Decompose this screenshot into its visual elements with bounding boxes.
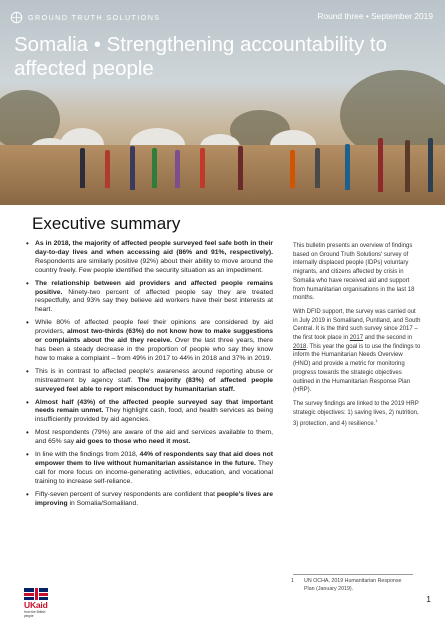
bullet-text: Respondents are similarly positive (92%) about their ability to move around the country freely. Few people identified the security situation as an impediment. bbox=[35, 257, 273, 274]
bullet-highlight: Almost half (43%) of the affected people surveyed say that important needs remain unmet. bbox=[35, 398, 273, 415]
bullet-text: While 80% of affected people feel their opinions are considered by aid providers, bbox=[35, 319, 273, 336]
bullet-text: in Somalia/Somaliland. bbox=[67, 499, 139, 507]
page-title: Somalia • Strengthening accountability to affected people bbox=[14, 33, 387, 80]
sidebar-text: and the second in bbox=[363, 335, 413, 342]
bullet-highlight: The majority (83%) of affected people surveyed feel able to report misconduct by humanitarian staff. bbox=[35, 376, 274, 393]
footnote-ref: 1 bbox=[375, 418, 378, 424]
summary-bullet bbox=[35, 491, 273, 509]
link-2018[interactable]: 2018 bbox=[293, 343, 307, 350]
ukaid-logo bbox=[24, 588, 48, 618]
bullet-highlight: people's lives are improving bbox=[35, 490, 273, 507]
edition-date: Round three • September 2019 bbox=[317, 11, 433, 21]
summary-bullet bbox=[35, 451, 273, 487]
cover-photo bbox=[0, 0, 445, 205]
sidebar-text: With DFID support, the survey was carried out in July 2019 in Somaliland, Puntland, and South Central. It is the third such survey since 2017 – the first took place in bbox=[293, 308, 421, 342]
ukaid-label: UKaid bbox=[24, 600, 48, 610]
bullet-highlight: aid goes to those who need it most. bbox=[75, 438, 191, 446]
bullet-highlight: 44% of respondents say that aid does not empower them to live without humanitarian assistance in the future. bbox=[35, 451, 273, 467]
bullet-highlight: almost two-thirds (63%) do not know how to make suggestions or complaints about the aid they receive. bbox=[35, 328, 273, 345]
footnote bbox=[293, 574, 413, 593]
summary-list bbox=[25, 240, 273, 508]
summary-bullet bbox=[35, 319, 273, 364]
summary-column bbox=[25, 240, 273, 512]
bullet-text: Most respondents (79%) are aware of the aid and services available to them, and 65% say bbox=[35, 429, 273, 446]
sidebar-text: The survey findings are linked to the 2019 HRP strategic objectives: 1) saving lives, 2) nutrition, 3) protection, and 4) resilience. bbox=[293, 400, 419, 428]
summary-bullet bbox=[35, 280, 273, 316]
bullet-text: Ninety-two percent of affected people say they are treated respectfully, and 93% say they believe aid workers have their best interests at heart. bbox=[35, 288, 273, 314]
bullet-highlight: The relationship between aid providers and affected people remains positive. bbox=[35, 279, 273, 296]
footnote-number: 1 bbox=[291, 578, 294, 584]
sidebar-text: . This year the goal is to use the findings to inform the Humanitarian Needs Overview (HNO) and provide a metric for monitoring progress towards the strategic objectives outlined in the Humanitarian Response Plan (HRP). bbox=[293, 343, 421, 394]
sidebar-paragraph bbox=[293, 308, 421, 395]
link-2017[interactable]: 2017 bbox=[349, 335, 364, 342]
page-number: 1 bbox=[426, 594, 431, 604]
sidebar-paragraph bbox=[293, 400, 421, 429]
summary-bullet bbox=[35, 368, 273, 395]
sidebar-column bbox=[293, 242, 421, 434]
summary-bullet bbox=[35, 240, 273, 276]
bullet-highlight: As in 2018, the majority of affected people surveyed feel safe both in their day-to-day lives and when accessing aid (86% and 91%, respectively). bbox=[35, 240, 273, 256]
ukaid-sub: from the British people bbox=[24, 610, 46, 618]
bullet-text: In line with the findings from 2018, bbox=[35, 451, 140, 459]
bullet-text: This is in contrast to affected people's awareness around reporting abuse or mistreatment by agency staff. bbox=[35, 367, 273, 384]
brand bbox=[10, 11, 161, 24]
bullet-text: Over the last three years, there has been a steady decrease in the proportion of people who say they know how to make a complaint – from 49% in 2017 to 44% in 2018 and 37% in 2019. bbox=[35, 337, 273, 362]
summary-bullet bbox=[35, 399, 273, 426]
brand-name: GROUND TRUTH SOLUTIONS bbox=[28, 13, 161, 22]
bullet-text: They highlight cash, food, and health services as being insufficiently provided by aid agencies. bbox=[35, 407, 273, 424]
summary-bullet bbox=[35, 429, 273, 447]
sidebar-paragraph: This bulletin presents an overview of findings based on Ground Truth Solutions' survey of internally displaced people (IDPs) voluntary migrants, and citizens affected by crisis in Somalia who have received aid and support from humanitarian organisations in the last 18 months. bbox=[293, 243, 415, 302]
bullet-text: Fifty-seven percent of survey respondents are confident that bbox=[35, 490, 217, 498]
footnote-text: UN OCHA, 2019 Humanitarian Response Plan (January 2019). bbox=[304, 578, 402, 592]
union-flag-icon bbox=[24, 588, 48, 600]
section-title: Executive summary bbox=[32, 214, 181, 233]
bullet-text: They call for more focus on income-generating activities, education, and vocational training to increase self-reliance. bbox=[35, 459, 273, 485]
ground-truth-logo-icon bbox=[10, 11, 23, 24]
